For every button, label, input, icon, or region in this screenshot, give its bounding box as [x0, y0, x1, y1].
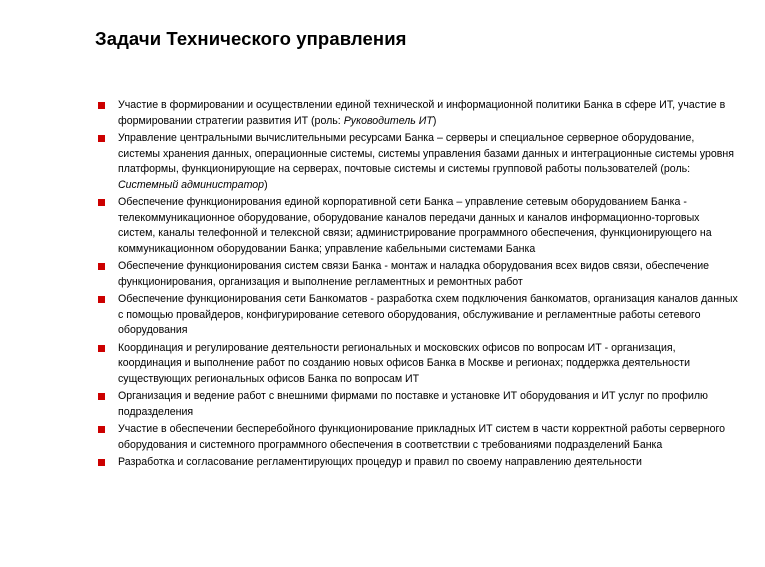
list-item	[98, 422, 738, 453]
item-text: Участие в обеспечении бесперебойного функционирование прикладных ИТ систем в части корректной работы серверного оборудования и системного программного обеспечения в соответствии с требованиями подразделений Банка	[118, 423, 726, 451]
item-text: Участие в формировании и осуществлении единой технической и информационной политики Банка в сфере ИТ, участие в формировании стратегии развития ИТ (роль:	[118, 99, 726, 127]
square-bullet-icon	[98, 263, 105, 270]
list-item	[98, 389, 738, 420]
page-title: Задачи Технического управления	[95, 28, 407, 49]
list-item	[98, 131, 738, 193]
list-item	[98, 259, 738, 290]
item-text: Организация и ведение работ с внешними фирмами по поставке и установке ИТ оборудования и ИТ услуг по профилю подразделения	[118, 390, 708, 418]
square-bullet-icon	[98, 459, 105, 466]
role-name: Руководитель ИТ	[343, 114, 433, 127]
square-bullet-icon	[98, 199, 105, 206]
item-suffix: )	[432, 114, 437, 127]
task-list	[98, 98, 738, 473]
item-text: Обеспечение функционирования сети Банкоматов - разработка схем подключения банкоматов, организация каналов данных с помощью провайдеров, конфигурирование сетевого оборудования, обслуживание и регламентные работы сетевого оборудования	[118, 293, 738, 336]
square-bullet-icon	[98, 345, 105, 352]
square-bullet-icon	[98, 135, 105, 142]
item-text: Координация и регулирование деятельности региональных и московских офисов по вопросам ИТ - организация, координация и выполнение работ по созданию новых офисов Банка в Москве и регионах; поддержка деятельности существующих региональных офисов Банка по вопросам ИТ	[118, 341, 691, 385]
item-text: Управление центральными вычислительными ресурсами Банка – серверы и специальное серверное оборудование, системы хранения данных, операционные системы, системы управления базами данных и интеграционные системы уровня платформы, функционирующие на серверах, почтовые системы и системы групповой работы пользователей (роль:	[118, 132, 734, 175]
square-bullet-icon	[98, 296, 105, 303]
role-name: Системный администратор	[118, 178, 265, 191]
square-bullet-icon	[98, 102, 105, 109]
item-text: Разработка и согласование регламентирующих процедур и правил по своему направлению деятельности	[118, 456, 642, 468]
list-item	[98, 195, 738, 257]
item-text: Обеспечение функционирования единой корпоративной сети Банка – управление сетевым оборудованием Банка - телекоммуникационное оборудование, оборудование каналов передачи данных и каналов информационно-торговых систем, каналы телефонной и телексной связи; администрирование программного обеспечения, функционирующего на коммуникационном оборудовании Банка; управление кабельными системами Банка	[118, 196, 712, 255]
list-item	[98, 455, 738, 471]
list-item	[98, 292, 738, 339]
item-suffix: )	[264, 178, 268, 191]
list-item	[98, 98, 738, 129]
list-item	[98, 341, 738, 388]
square-bullet-icon	[98, 393, 105, 400]
square-bullet-icon	[98, 426, 105, 433]
item-text: Обеспечение функционирования систем связи Банка - монтаж и наладка оборудования всех видов связи, обеспечение функционирования, организация и выполнение регламентных и ремонтных работ	[118, 260, 710, 288]
